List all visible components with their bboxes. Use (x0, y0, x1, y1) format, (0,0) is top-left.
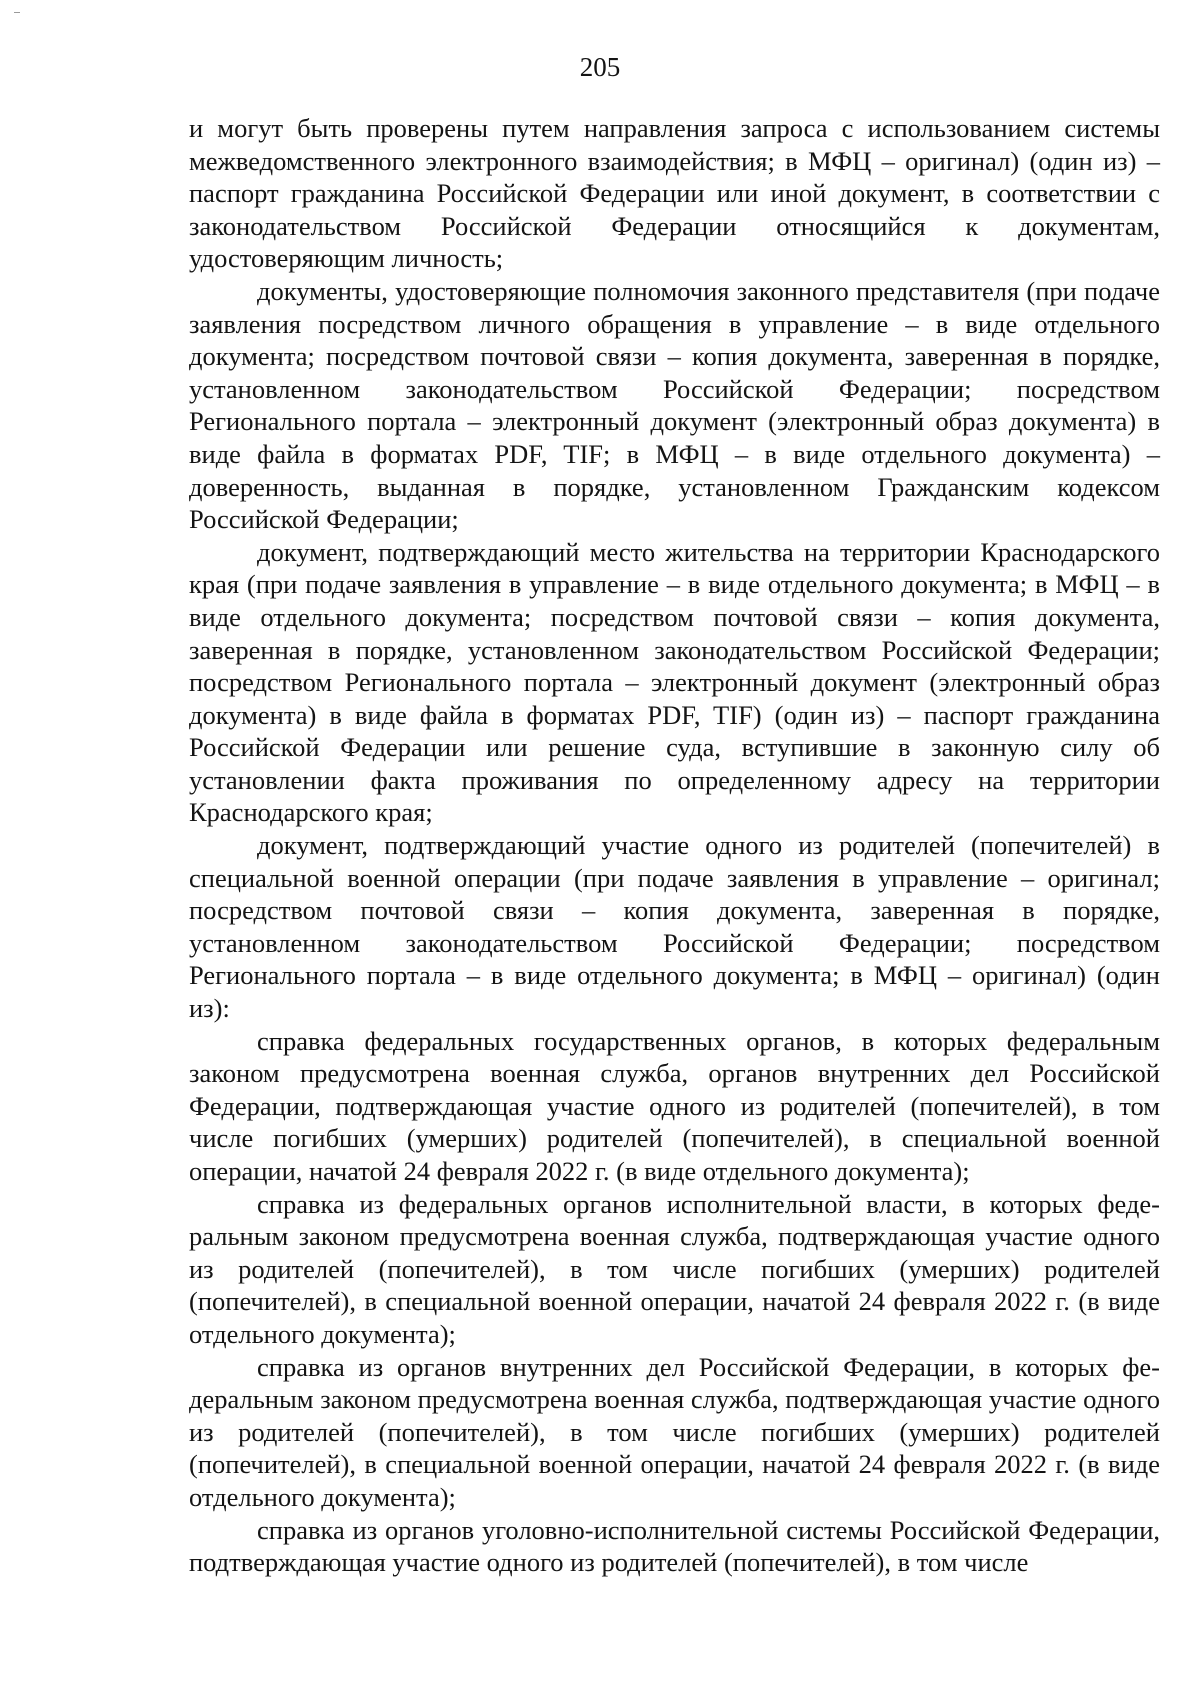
paragraph-executive-bodies-certificate: справка из федеральных органов исполнительной власти, в которых федеральным законом предусмотрена военная служба, подтверждающая участие одного из родителей (попечителей), в том числе погибших (умерших) родителей (попечителей), в специальной военной операции, начатой 24 февраля 2022 г. (в виде отдельного документа); (189, 1188, 1160, 1349)
paragraph-residence-document: документ, подтверждающий место жительства на территории Краснодарского края (при подаче заявления в управление – в виде отдельного документа; в МФЦ – в виде отдельного документа; посредством почтовой связи – копия документа, заверенная в порядке, установленном законодательством Российской Федерации; посредством Регионального портала – электронный документ (электронный образ документа) в виде файла в форматах PDF, TIF) (один из) – паспорт гражданина Российской Федерации или решение суда, вступившие в законную силу об установлении факта проживания по определенному адресу на территории Краснодарского края; (189, 536, 1160, 828)
paragraph-federal-state-bodies-certificate: справка федеральных государственных органов, в которых федеральным законом предусмотрена военная служба, органов внутренних дел Российской Федерации, подтверждающая участие одного из родителей (попечителей), в том числе погибших (умерших) родителей (попечителей), в специальной военной операции, начатой 24 февраля 2022 г. (в виде отдельного документа); (189, 1025, 1160, 1186)
page-number: 205 (579, 52, 621, 82)
paragraph-penal-system-certificate: справка из органов уголовно-исполнительной системы Российской Федерации, подтверждающая участие одного из родителей (попечителей), в том числе (189, 1514, 1160, 1578)
document-body (189, 112, 1160, 1579)
paragraph-representative-authority: документы, удостоверяющие полномочия законного представителя (при подаче заявления посредством личного обращения в управление – в виде отдельного документа; посредством почтовой связи – копия документа, заверенная в порядке, установленном законодательством Российской Федерации; посредством Регионального портала – электронный документ (электронный образ документа) в виде файла в форматах PDF, TIF; в МФЦ – в виде отдельного документа) – доверенность, выданная в порядке, установленном Гражданским кодексом Российской Федерации; (189, 275, 1160, 535)
scan-margin-mark (14, 12, 20, 13)
paragraph-military-participation: документ, подтверждающий участие одного из родителей (попечителей) в специальной военной операции (при подаче заявления в управление – оригинал; посредством почтовой связи – копия документа, заверенная в порядке, установленном законодательством Российской Федерации; посредством Регионального портала – в виде отдельного документа; в МФЦ – оригинал) (один из): (189, 830, 1160, 1024)
paragraph-identity-document: и могут быть проверены путем направления запроса с использованием системы межведомственного электронного взаимодействия; в МФЦ – оригинал) (один из) – паспорт гражданина Российской Федерации или иной документ, в соответствии с законодательством Российской Федерации относящийся к документам, удостоверяющим личность; (189, 113, 1160, 274)
paragraph-internal-affairs-certificate: справка из органов внутренних дел Российской Федерации, в которых федеральным законом предусмотрена военная служба, подтверждающая участие одного из родителей (попечителей), в том числе погибших (умерших) родителей (попечителей), в специальной военной операции, начатой 24 февраля 2022 г. (в виде отдельного документа); (189, 1351, 1160, 1512)
